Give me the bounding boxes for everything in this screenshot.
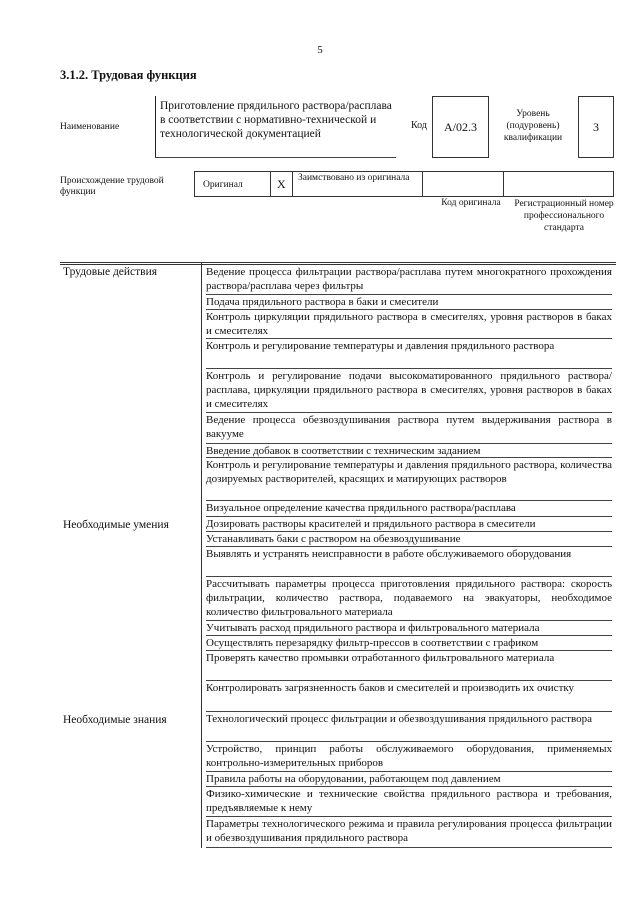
list-item: Ведение процесса обезвоздушивания раствора путем выдерживания раствора в вакууме xyxy=(206,413,612,444)
list-item: Устанавливать баки с раствором на обезвоздушивание xyxy=(206,532,612,547)
section-title-knowledge: Необходимые знания xyxy=(63,714,167,726)
list-item: Контроль и регулирование подачи высокоматированного прядильного раствора/расплава, циркуляции прядильного раствора в смесителях, уровня растворов в баках и смесителях xyxy=(206,369,612,413)
list-item: Контроль и регулирование температуры и давления прядильного раствора, количества дозируемых растворителей, красящих и матирующих растворов xyxy=(206,458,612,501)
section-title: 3.1.2. Трудовая функция xyxy=(60,68,197,82)
code-value: А/02.3 xyxy=(432,96,489,158)
origin-original: Оригинал xyxy=(203,180,243,190)
list-item: Контроль и регулирование температуры и давления прядильного раствора xyxy=(206,339,612,369)
section-title-skills: Необходимые умения xyxy=(63,519,169,531)
origin-table xyxy=(194,171,614,197)
function-name: Приготовление прядильного раствора/расплава в соответствии с нормативно-технической и технологической документацией xyxy=(155,96,396,158)
name-underline xyxy=(155,157,396,158)
list-item: Подача прядильного раствора в баки и смесители xyxy=(206,295,612,310)
page-number: 5 xyxy=(317,44,323,56)
origin-mark-cell xyxy=(270,171,292,197)
reg-number-label: Регистрационный номер профессионального стандарта xyxy=(514,199,614,233)
list-item: Технологический процесс фильтрации и обезвоздушивания прядильного раствора xyxy=(206,712,612,742)
list-item: Проверять качество промывки отработанного фильтровального материала xyxy=(206,651,612,681)
origin-borrowed-cell xyxy=(292,171,422,197)
list-item: Физико-химические и технические свойства прядильного раствора и требования, предъявляемые к нему xyxy=(206,787,612,817)
list-item: Контроль циркуляции прядильного раствора в смесителях, уровня растворов в баках и смесителях xyxy=(206,311,612,337)
list-item: Визуальное определение качества прядильного раствора/расплава xyxy=(206,501,612,517)
table-column-divider xyxy=(201,262,202,848)
origin-original-cell xyxy=(194,171,270,197)
name-label: Наименование xyxy=(60,122,120,132)
list-item: Учитывать расход прядильного раствора и фильтровального материала xyxy=(206,621,612,636)
list-item: Выявлять и устранять неисправности в работе обслуживаемого оборудования xyxy=(206,547,612,577)
section-title-actions: Трудовые действия xyxy=(63,266,158,278)
code-original-cell xyxy=(422,171,503,197)
list-item: Параметры технологического режима и правила регулирования процесса фильтрации и обезвоздушивания прядильного раствора xyxy=(206,817,612,848)
origin-borrowed: Заимствовано из оригинала xyxy=(298,173,410,183)
list-item: Правила работы на оборудовании, работающем под давлением xyxy=(206,772,612,787)
origin-label: Происхождение трудовой функции xyxy=(60,176,164,197)
list-item: Дозировать растворы красителей и прядильного раствора в смесители xyxy=(206,517,612,532)
function-table xyxy=(60,262,616,848)
code-label: Код xyxy=(411,120,427,131)
list-item: Введение добавок в соответствии с техническим заданием xyxy=(206,444,612,458)
table-top-rule xyxy=(60,262,616,263)
list-item: Устройство, принцип работы обслуживаемого оборудования, применяемых контрольно-измерительных приборов xyxy=(206,742,612,772)
list-item: Контролировать загрязненность баков и смесителей и производить их очистку xyxy=(206,681,612,712)
list-item: Ведение процесса фильтрации раствора/расплава путем многократного прохождения раствора/расплава через фильтры xyxy=(206,265,612,295)
list-item: Осуществлять перезарядку фильтр-прессов в соответствии с графиком xyxy=(206,636,612,651)
level-label: Уровень (подуровень) квалификации xyxy=(503,109,563,143)
list-item: Рассчитывать параметры процесса приготовления прядильного раствора: скорость фильтрации, количество раствора, подаваемого на эвакуаторы, необходимое количество фильтровального материала xyxy=(206,577,612,621)
origin-mark: X xyxy=(277,177,286,191)
level-value: 3 xyxy=(578,96,614,158)
reg-number-cell xyxy=(503,171,614,197)
code-original-label: Код оригинала xyxy=(441,198,501,208)
